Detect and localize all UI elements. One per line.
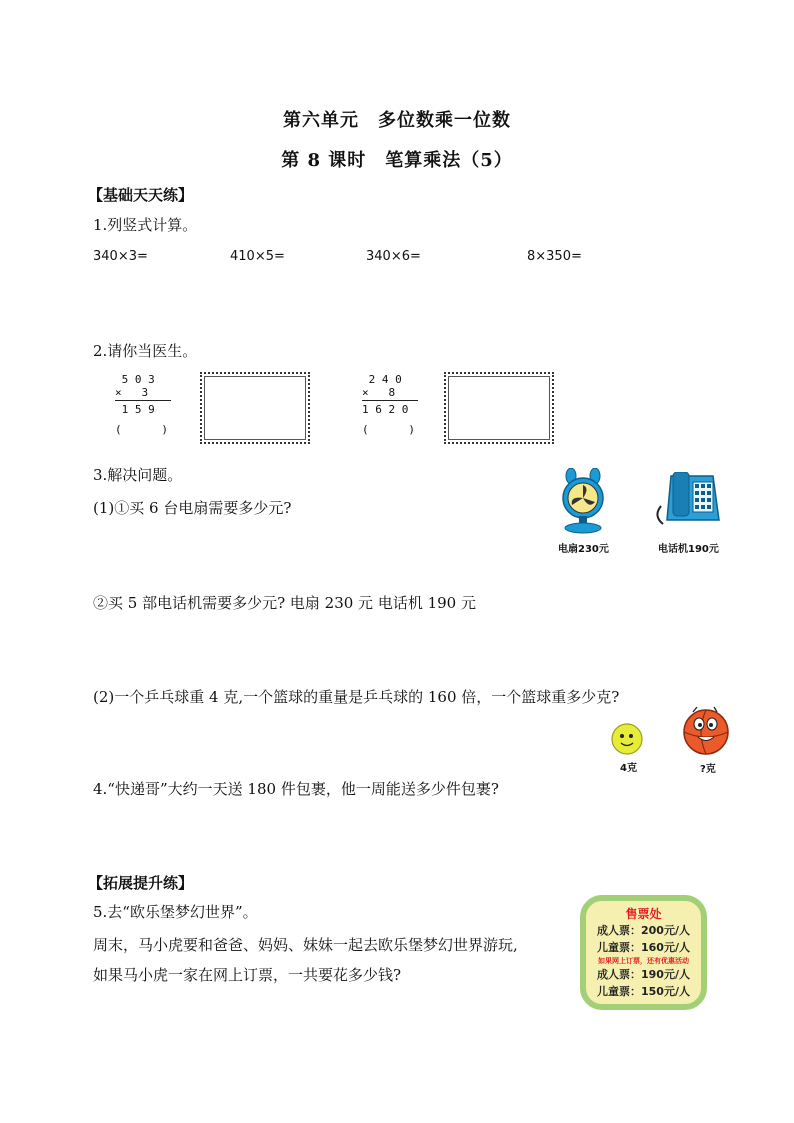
q2-case-1-verdict: ( ) (115, 423, 168, 436)
fan-icon (557, 468, 609, 538)
q1-expression-2: 410×5= (230, 249, 285, 264)
q2-case-1-multiplicand: 5 0 3 (115, 373, 155, 386)
q4-prompt: 4.“快递哥”大约一天送 180 件包裹，他一周能送多少件包裹? (93, 780, 499, 798)
q1-expression-4: 8×350= (527, 249, 582, 264)
section-basic-heading: 【基础天天练】 (88, 186, 194, 204)
telephone-icon (653, 472, 721, 532)
q3-part2: (2)一个乒乓球重 4 克,一个篮球的重量是乒乓球的 160 倍，一个篮球重多少克? (93, 688, 620, 706)
q1-prompt: 1.列竖式计算。 (93, 216, 198, 234)
basketball-icon (681, 704, 731, 756)
q3-part1a: (1)①买 6 台电扇需要多少元? (93, 499, 292, 517)
q2-case-2-result: 1 6 2 0 (362, 403, 409, 416)
q3-part1b: ②买 5 部电话机需要多少元? 电扇 230 元 电话机 190 元 (93, 594, 476, 612)
unit-title: 第六单元 多位数乘一位数 (283, 110, 511, 131)
basketball-weight-caption: ?克 (700, 764, 716, 775)
q2-case-1-correction-box[interactable] (200, 372, 310, 444)
ticket-child-onsite: 儿童票：160元/人 (597, 941, 690, 954)
q2-case-2-multiplicand: 2 4 0 (362, 373, 402, 386)
pingpong-ball-icon (610, 722, 644, 756)
ticket-board-title: 售票处 (625, 907, 662, 921)
ticket-price-board (580, 895, 707, 1010)
ticket-child-online: 儿童票：150元/人 (597, 985, 690, 998)
section-extend-heading: 【拓展提升练】 (88, 874, 194, 892)
phone-price-caption: 电话机190元 (658, 544, 719, 555)
lesson-title: 第 8 课时 笔算乘法（5） (281, 150, 513, 171)
q1-expression-1: 340×3= (93, 249, 148, 264)
q5-line-2: 如果马小虎一家在网上订票，一共要花多少钱? (93, 966, 402, 984)
q1-expression-3: 340×6= (366, 249, 421, 264)
q2-case-2-multiplier: × 8 (362, 386, 396, 399)
q2-case-1-multiplier: × 3 (115, 386, 149, 399)
fan-price-caption: 电扇230元 (558, 544, 609, 555)
q2-case-1-result: 1 5 9 (115, 403, 155, 416)
ticket-online-note: 如果网上订票，还有优惠活动 (598, 957, 689, 965)
q5-title: 5.去“欧乐堡梦幻世界”。 (93, 903, 258, 921)
q3-prompt: 3.解决问题。 (93, 466, 183, 484)
pingpong-weight-caption: 4克 (620, 763, 637, 774)
q2-case-2-rule (362, 400, 418, 401)
ticket-adult-online: 成人票：190元/人 (597, 968, 690, 981)
q2-prompt: 2.请你当医生。 (93, 342, 198, 360)
q2-case-2-correction-box[interactable] (444, 372, 554, 444)
q5-line-1: 周末，马小虎要和爸爸、妈妈、妹妹一起去欧乐堡梦幻世界游玩, (93, 936, 518, 954)
q2-case-2-verdict: ( ) (362, 423, 415, 436)
q2-case-1-rule (115, 400, 171, 401)
q2-case-1-calculation (115, 373, 171, 436)
ticket-adult-onsite: 成人票：200元/人 (597, 924, 690, 937)
q2-case-2-calculation (362, 373, 418, 436)
